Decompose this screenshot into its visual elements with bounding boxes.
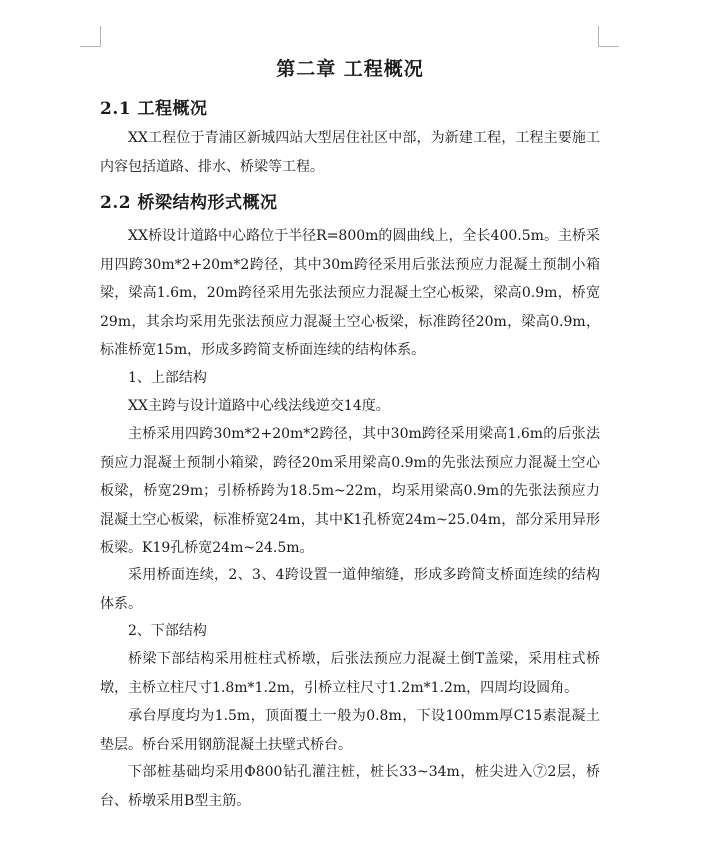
paragraph-project-overview: XX工程位于青浦区新城四站大型居住社区中部，为新建工程，工程主要施工内容包括道路、排水、桥梁等工程。 xyxy=(100,130,600,175)
paragraph-bridge-overview: XX桥设计道路中心路位于半径R=800m的圆曲线上，全长400.5m。主桥采用四跨30m*2+20m*2跨径，其中30m跨径采用后张法预应力混凝土预制小箱梁，梁高1.6m，20m跨径采用先张法预应力混凝土空心板梁，梁高0.9m，桥宽29m，其余均采用先张法预应力混凝土空心板梁，标准跨径20m，梁高0.9m，标准桥宽15m，形成多跨简支桥面连续的结构体系。 xyxy=(100,228,600,358)
chapter-title: 第二章 工程概况 xyxy=(276,58,424,80)
section-heading-2-2: 2.2 桥梁结构形式概况 xyxy=(100,193,278,213)
subheading-substructure: 2、下部结构 xyxy=(128,623,207,639)
paragraph-superstructure-angle: XX主跨与设计道路中心线法线逆交14度。 xyxy=(128,398,390,414)
paragraph-deck-continuity: 采用桥面连续，2、3、4跨设置一道伸缩缝，形成多跨简支桥面连续的结构体系。 xyxy=(100,567,600,612)
top-left-margin-mark xyxy=(80,26,101,47)
subheading-superstructure: 1、上部结构 xyxy=(128,370,207,386)
paragraph-superstructure-spans: 主桥采用四跨30m*2+20m*2跨径，其中30m跨径采用梁高1.6m的后张法预应力混凝土预制小箱梁，跨径20m采用梁高0.9m的先张法预应力混凝土空心板梁，桥宽29m；引桥桥跨为18.5m~22m，均采用梁高0.9m的先张法预应力混凝土空心板梁，标准桥宽24m，其中K1孔桥宽24m~25.04m，部分采用异形板梁。K19孔桥宽24m~24.5m。 xyxy=(100,426,600,556)
section-heading-2-1: 2.1 工程概况 xyxy=(100,99,208,119)
paragraph-substructure-piers: 桥梁下部结构采用桩柱式桥墩，后张法预应力混凝土倒T盖梁，采用柱式桥墩，主桥立柱尺寸1.8m*1.2m，引桥立柱尺寸1.2m*1.2m，四周均设圆角。 xyxy=(100,651,600,696)
paragraph-pile-cap: 承台厚度均为1.5m，顶面覆土一般为0.8m，下设100mm厚C15素混凝土垫层。桥台采用钢筋混凝土扶壁式桥台。 xyxy=(100,708,600,753)
top-right-margin-mark xyxy=(598,26,619,47)
paragraph-pile-foundation: 下部桩基础均采用Φ800钻孔灌注桩，桩长33~34m，桩尖进入⑦2层，桥台、桥墩采用B型主筋。 xyxy=(100,764,600,809)
